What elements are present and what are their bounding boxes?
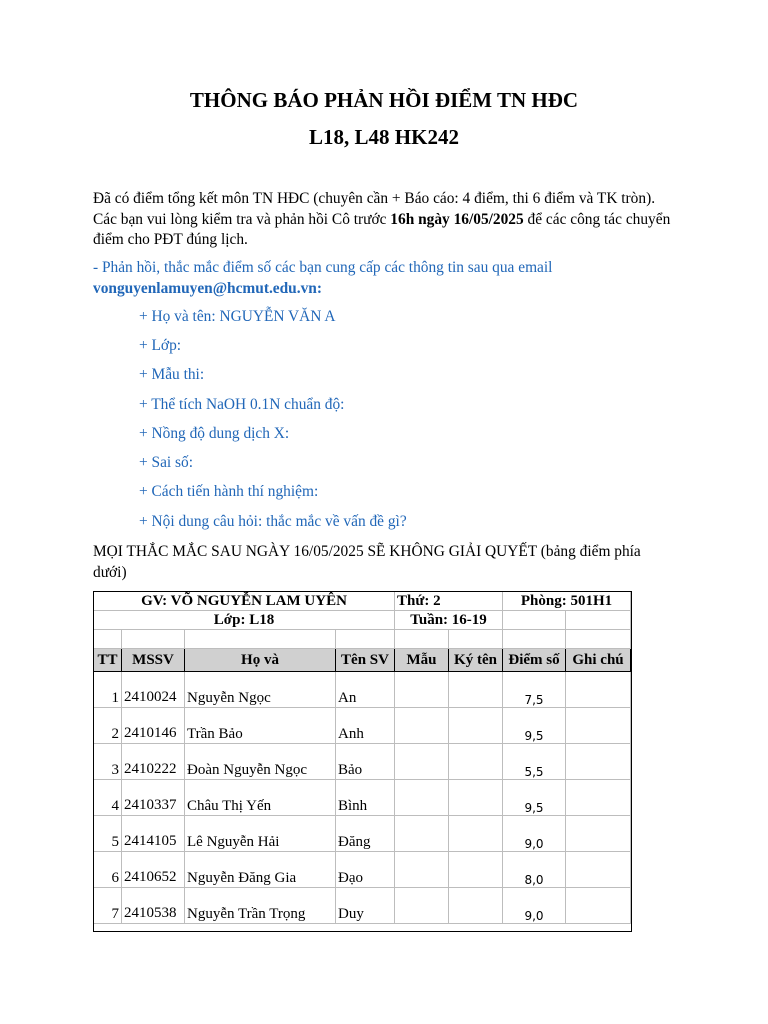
last-name: Lê Nguyễn Hải: [185, 816, 336, 852]
teacher-name: GV: VÕ NGUYỄN LAM UYÊN: [94, 592, 395, 611]
table-row: [94, 708, 631, 744]
first-name: Đăng: [336, 816, 395, 852]
table-row: [94, 888, 631, 924]
requirement-item: + Họ và tên: NGUYỄN VĂN A: [139, 308, 336, 325]
score: 5,5: [503, 744, 566, 780]
student-id: 2410146: [122, 708, 185, 744]
student-id: 2410222: [122, 744, 185, 780]
requirement-item: + Nội dung câu hỏi: thắc mắc về vấn đề gì?: [139, 513, 407, 530]
requirement-item: + Nồng độ dung dịch X:: [139, 425, 290, 442]
table-header-row: [94, 649, 631, 672]
first-name: Bình: [336, 780, 395, 816]
feedback-paragraph: [93, 258, 673, 299]
score: 9,0: [503, 816, 566, 852]
student-id: 2410538: [122, 888, 185, 924]
first-name: An: [336, 672, 395, 708]
row-index: 5: [94, 816, 122, 852]
row-index: 2: [94, 708, 122, 744]
score: 9,5: [503, 708, 566, 744]
page-subtitle: L18, L48 HK242: [309, 125, 459, 149]
last-name: Nguyễn Ngọc: [185, 672, 336, 708]
deadline: 16h ngày 16/05/2025: [390, 210, 524, 228]
row-index: 4: [94, 780, 122, 816]
class-name: Lớp: L18: [94, 611, 395, 630]
table-info-row: [94, 611, 631, 630]
column-header: Tên SV: [336, 649, 395, 672]
student-id: 2410024: [122, 672, 185, 708]
page-title: THÔNG BÁO PHẢN HỒI ĐIỂM TN HĐC: [189, 88, 579, 112]
table-row: [94, 744, 631, 780]
score: 8,0: [503, 852, 566, 888]
feedback-email: vonguyenlamuyen@hcmut.edu.vn:: [93, 279, 322, 297]
row-index: 3: [94, 744, 122, 780]
table-row: [94, 816, 631, 852]
weekday: Thứ: 2: [395, 592, 503, 611]
student-id: 2410337: [122, 780, 185, 816]
table-row: [94, 672, 631, 708]
intro-paragraph: [93, 189, 673, 251]
weeks: Tuần: 16-19: [395, 611, 503, 630]
first-name: Bảo: [336, 744, 395, 780]
last-name: Đoàn Nguyễn Ngọc: [185, 744, 336, 780]
column-header: Họ và: [185, 649, 336, 672]
last-name: Nguyễn Đăng Gia: [185, 852, 336, 888]
column-header: MSSV: [122, 649, 185, 672]
first-name: Duy: [336, 888, 395, 924]
table-row: [94, 852, 631, 888]
student-id: 2414105: [122, 816, 185, 852]
table-empty-row: [94, 630, 631, 649]
column-header: Ghi chú: [566, 649, 631, 672]
requirement-item: + Thể tích NaOH 0.1N chuẩn độ:: [139, 396, 345, 413]
feedback-text: - Phản hồi, thắc mắc điểm số các bạn cung cấp các thông tin sau qua email: [93, 259, 553, 276]
score: 9,5: [503, 780, 566, 816]
room: Phòng: 501H1: [503, 592, 631, 611]
first-name: Đạo: [336, 852, 395, 888]
requirement-item: + Mẫu thi:: [139, 366, 205, 383]
intro-text-2: để các công tác chuyển điểm cho PĐT đúng lịch.: [93, 210, 671, 248]
column-header: TT: [94, 649, 122, 672]
requirement-item: + Cách tiến hành thí nghiệm:: [139, 483, 319, 500]
table-info-row: [94, 592, 631, 611]
score: 7,5: [503, 672, 566, 708]
table-row: [94, 780, 631, 816]
row-index: 7: [94, 888, 122, 924]
column-header: Mẫu: [395, 649, 449, 672]
student-id: 2410652: [122, 852, 185, 888]
score: 9,0: [503, 888, 566, 924]
last-name: Nguyễn Trần Trọng: [185, 888, 336, 924]
column-header: Ký tên: [449, 649, 503, 672]
requirement-item: + Sai số:: [139, 454, 194, 471]
first-name: Anh: [336, 708, 395, 744]
column-header: Điểm số: [503, 649, 566, 672]
last-name: Trần Bảo: [185, 708, 336, 744]
intro-text-1: Đã có điểm tổng kết môn TN HĐC (chuyên cần + Báo cáo: 4 điểm, thi 6 điểm và TK tròn). Các bạn vui lòng kiểm tra và phản hồi Cô trước: [93, 190, 656, 228]
last-name: Châu Thị Yến: [185, 780, 336, 816]
notice: MỌI THẮC MẮC SAU NGÀY 16/05/2025 SẼ KHÔNG GIẢI QUYẾT (bảng điểm phía dưới): [93, 543, 641, 581]
grade-table: [93, 591, 631, 924]
row-index: 1: [94, 672, 122, 708]
row-index: 6: [94, 852, 122, 888]
requirement-item: + Lớp:: [139, 337, 182, 354]
